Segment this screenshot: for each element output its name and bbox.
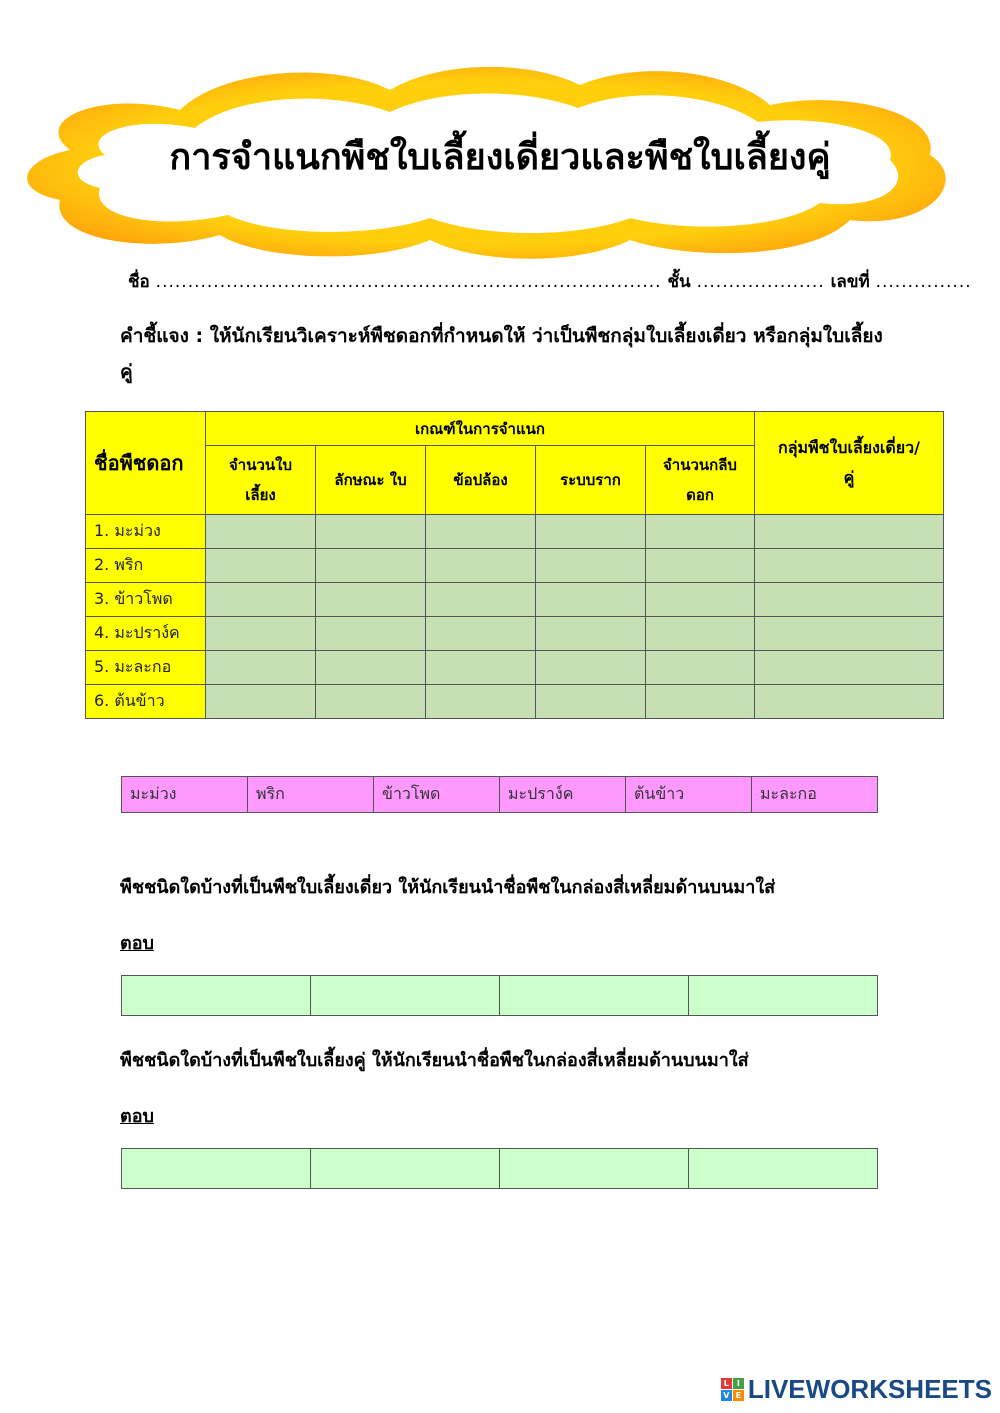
group-input-cell[interactable]: [755, 685, 944, 719]
criterion-input-cell[interactable]: [536, 515, 646, 549]
answer-drop-box[interactable]: [689, 976, 878, 1016]
answer-drop-box[interactable]: [689, 1149, 878, 1189]
instruction: [120, 318, 950, 390]
criterion-input-cell[interactable]: [426, 515, 536, 549]
table-row: [86, 515, 944, 549]
header-criterion: [316, 446, 426, 515]
logo-mark-letter: V: [721, 1390, 732, 1401]
table-row: [86, 617, 944, 651]
criterion-input-cell[interactable]: [536, 549, 646, 583]
answer-drop-box[interactable]: [311, 976, 500, 1016]
criterion-input-cell[interactable]: [206, 583, 316, 617]
group-input-cell[interactable]: [755, 515, 944, 549]
criterion-input-cell[interactable]: [646, 583, 755, 617]
answer-label-1: ตอบ: [120, 933, 154, 954]
class-field[interactable]: ....................: [696, 272, 825, 292]
liveworksheets-logo: [721, 1374, 992, 1405]
criterion-line-1: ข้อปล้อง: [453, 471, 508, 489]
criterion-input-cell[interactable]: [646, 549, 755, 583]
logo-mark-icon: [721, 1378, 744, 1401]
answer-drop-box[interactable]: [122, 1149, 311, 1189]
plant-name-cell: 5. มะละกอ: [86, 651, 206, 685]
criterion-line-2: เลี้ยง: [245, 486, 276, 504]
question-2: พืชชนิดใดบ้างที่เป็นพืชใบเลี้ยงคู่ ให้นักเรียนนำชื่อพืชในกล่องสี่เหลี่ยมด้านบนมาใส่: [120, 1050, 749, 1071]
criterion-input-cell[interactable]: [426, 651, 536, 685]
header-criterion: [426, 446, 536, 515]
criterion-input-cell[interactable]: [206, 549, 316, 583]
logo-text: LIVEWORKSHEETS: [747, 1374, 992, 1404]
criterion-line-1: ระบบราก: [560, 471, 621, 489]
student-info: [128, 268, 972, 295]
group-input-cell[interactable]: [755, 617, 944, 651]
criterion-input-cell[interactable]: [426, 549, 536, 583]
answer-label-2: ตอบ: [120, 1106, 154, 1127]
answer-drop-box[interactable]: [500, 1149, 689, 1189]
logo-mark-letter: I: [733, 1378, 744, 1389]
header-plant-name: ชื่อพืชดอก: [86, 412, 206, 515]
instruction-line-2: คู่: [120, 361, 133, 383]
criterion-input-cell[interactable]: [316, 685, 426, 719]
criterion-input-cell[interactable]: [316, 651, 426, 685]
header-criterion: [646, 446, 755, 515]
answer-row-2: [121, 1148, 878, 1189]
page-title: การจำแนกพืชใบเลี้ยงเดี่ยวและพืชใบเลี้ยงคู่: [169, 137, 831, 178]
criterion-input-cell[interactable]: [316, 617, 426, 651]
group-input-cell[interactable]: [755, 651, 944, 685]
plant-name-cell: 6. ต้นข้าว: [86, 685, 206, 719]
number-field[interactable]: ...............: [875, 272, 972, 292]
criterion-input-cell[interactable]: [536, 583, 646, 617]
answer-drop-box[interactable]: [311, 1149, 500, 1189]
logo-mark-letter: L: [721, 1378, 732, 1389]
criterion-line-1: จำนวนกลีบ: [663, 456, 737, 474]
logo-mark-letter: E: [733, 1390, 744, 1401]
criterion-input-cell[interactable]: [426, 617, 536, 651]
answer-row-1: [121, 975, 878, 1016]
table-row: [86, 651, 944, 685]
question-1: พืชชนิดใดบ้างที่เป็นพืชใบเลี้ยงเดี่ยว ให้นักเรียนนำชื่อพืชในกล่องสี่เหลี่ยมด้านบนมาใส่: [120, 877, 776, 898]
word-bank: [121, 776, 878, 813]
answer-drop-box[interactable]: [122, 976, 311, 1016]
word-bank-item[interactable]: พริก: [248, 777, 374, 813]
criterion-line-2: ดอก: [686, 486, 714, 504]
criterion-line-1: จำนวนใบ: [229, 456, 292, 474]
plant-name-cell: 1. มะม่วง: [86, 515, 206, 549]
class-label: ชั้น: [667, 272, 691, 292]
number-label: เลขที่: [830, 272, 870, 292]
word-bank-item[interactable]: มะม่วง: [122, 777, 248, 813]
table-row: [86, 583, 944, 617]
criterion-input-cell[interactable]: [426, 583, 536, 617]
plant-name-cell: 3. ข้าวโพด: [86, 583, 206, 617]
header-group-line-2: คู่: [843, 468, 855, 487]
name-label: ชื่อ: [128, 272, 150, 292]
criterion-input-cell[interactable]: [536, 651, 646, 685]
criterion-input-cell[interactable]: [316, 515, 426, 549]
criterion-input-cell[interactable]: [316, 549, 426, 583]
criterion-line-1: ลักษณะ ใบ: [334, 471, 407, 489]
criterion-input-cell[interactable]: [536, 685, 646, 719]
criterion-input-cell[interactable]: [646, 651, 755, 685]
group-input-cell[interactable]: [755, 549, 944, 583]
table-row: [86, 685, 944, 719]
header-criteria: เกณฑ์ในการจำแนก: [206, 412, 755, 446]
header-group: [755, 412, 944, 515]
name-field[interactable]: ...............................................................................: [155, 272, 662, 292]
criterion-input-cell[interactable]: [316, 583, 426, 617]
group-input-cell[interactable]: [755, 583, 944, 617]
classification-table: [85, 411, 944, 719]
answer-drop-box[interactable]: [500, 976, 689, 1016]
word-bank-item[interactable]: มะละกอ: [752, 777, 878, 813]
criterion-input-cell[interactable]: [646, 515, 755, 549]
criterion-input-cell[interactable]: [536, 617, 646, 651]
criterion-input-cell[interactable]: [426, 685, 536, 719]
header-criterion: [206, 446, 316, 515]
header-group-line-1: กลุ่มพืชใบเลี้ยงเดี่ยว/: [778, 438, 920, 457]
table-row: [86, 549, 944, 583]
instruction-line-1: คำชี้แจง : ให้นักเรียนวิเคราะห์พืชดอกที่กำหนดให้ ว่าเป็นพืชกลุ่มใบเลี้ยงเดี่ยว หรือกลุ่มใบเลี้ยง: [120, 325, 883, 347]
criterion-input-cell[interactable]: [206, 515, 316, 549]
criterion-input-cell[interactable]: [646, 617, 755, 651]
header-criterion: [536, 446, 646, 515]
plant-name-cell: 2. พริก: [86, 549, 206, 583]
criterion-input-cell[interactable]: [206, 617, 316, 651]
plant-name-cell: 4. มะปราง์ค: [86, 617, 206, 651]
criterion-input-cell[interactable]: [206, 685, 316, 719]
word-bank-item[interactable]: ข้าวโพด: [374, 777, 500, 813]
word-bank-item[interactable]: มะปราง์ค: [500, 777, 626, 813]
criterion-input-cell[interactable]: [206, 651, 316, 685]
criterion-input-cell[interactable]: [646, 685, 755, 719]
word-bank-item[interactable]: ต้นข้าว: [626, 777, 752, 813]
